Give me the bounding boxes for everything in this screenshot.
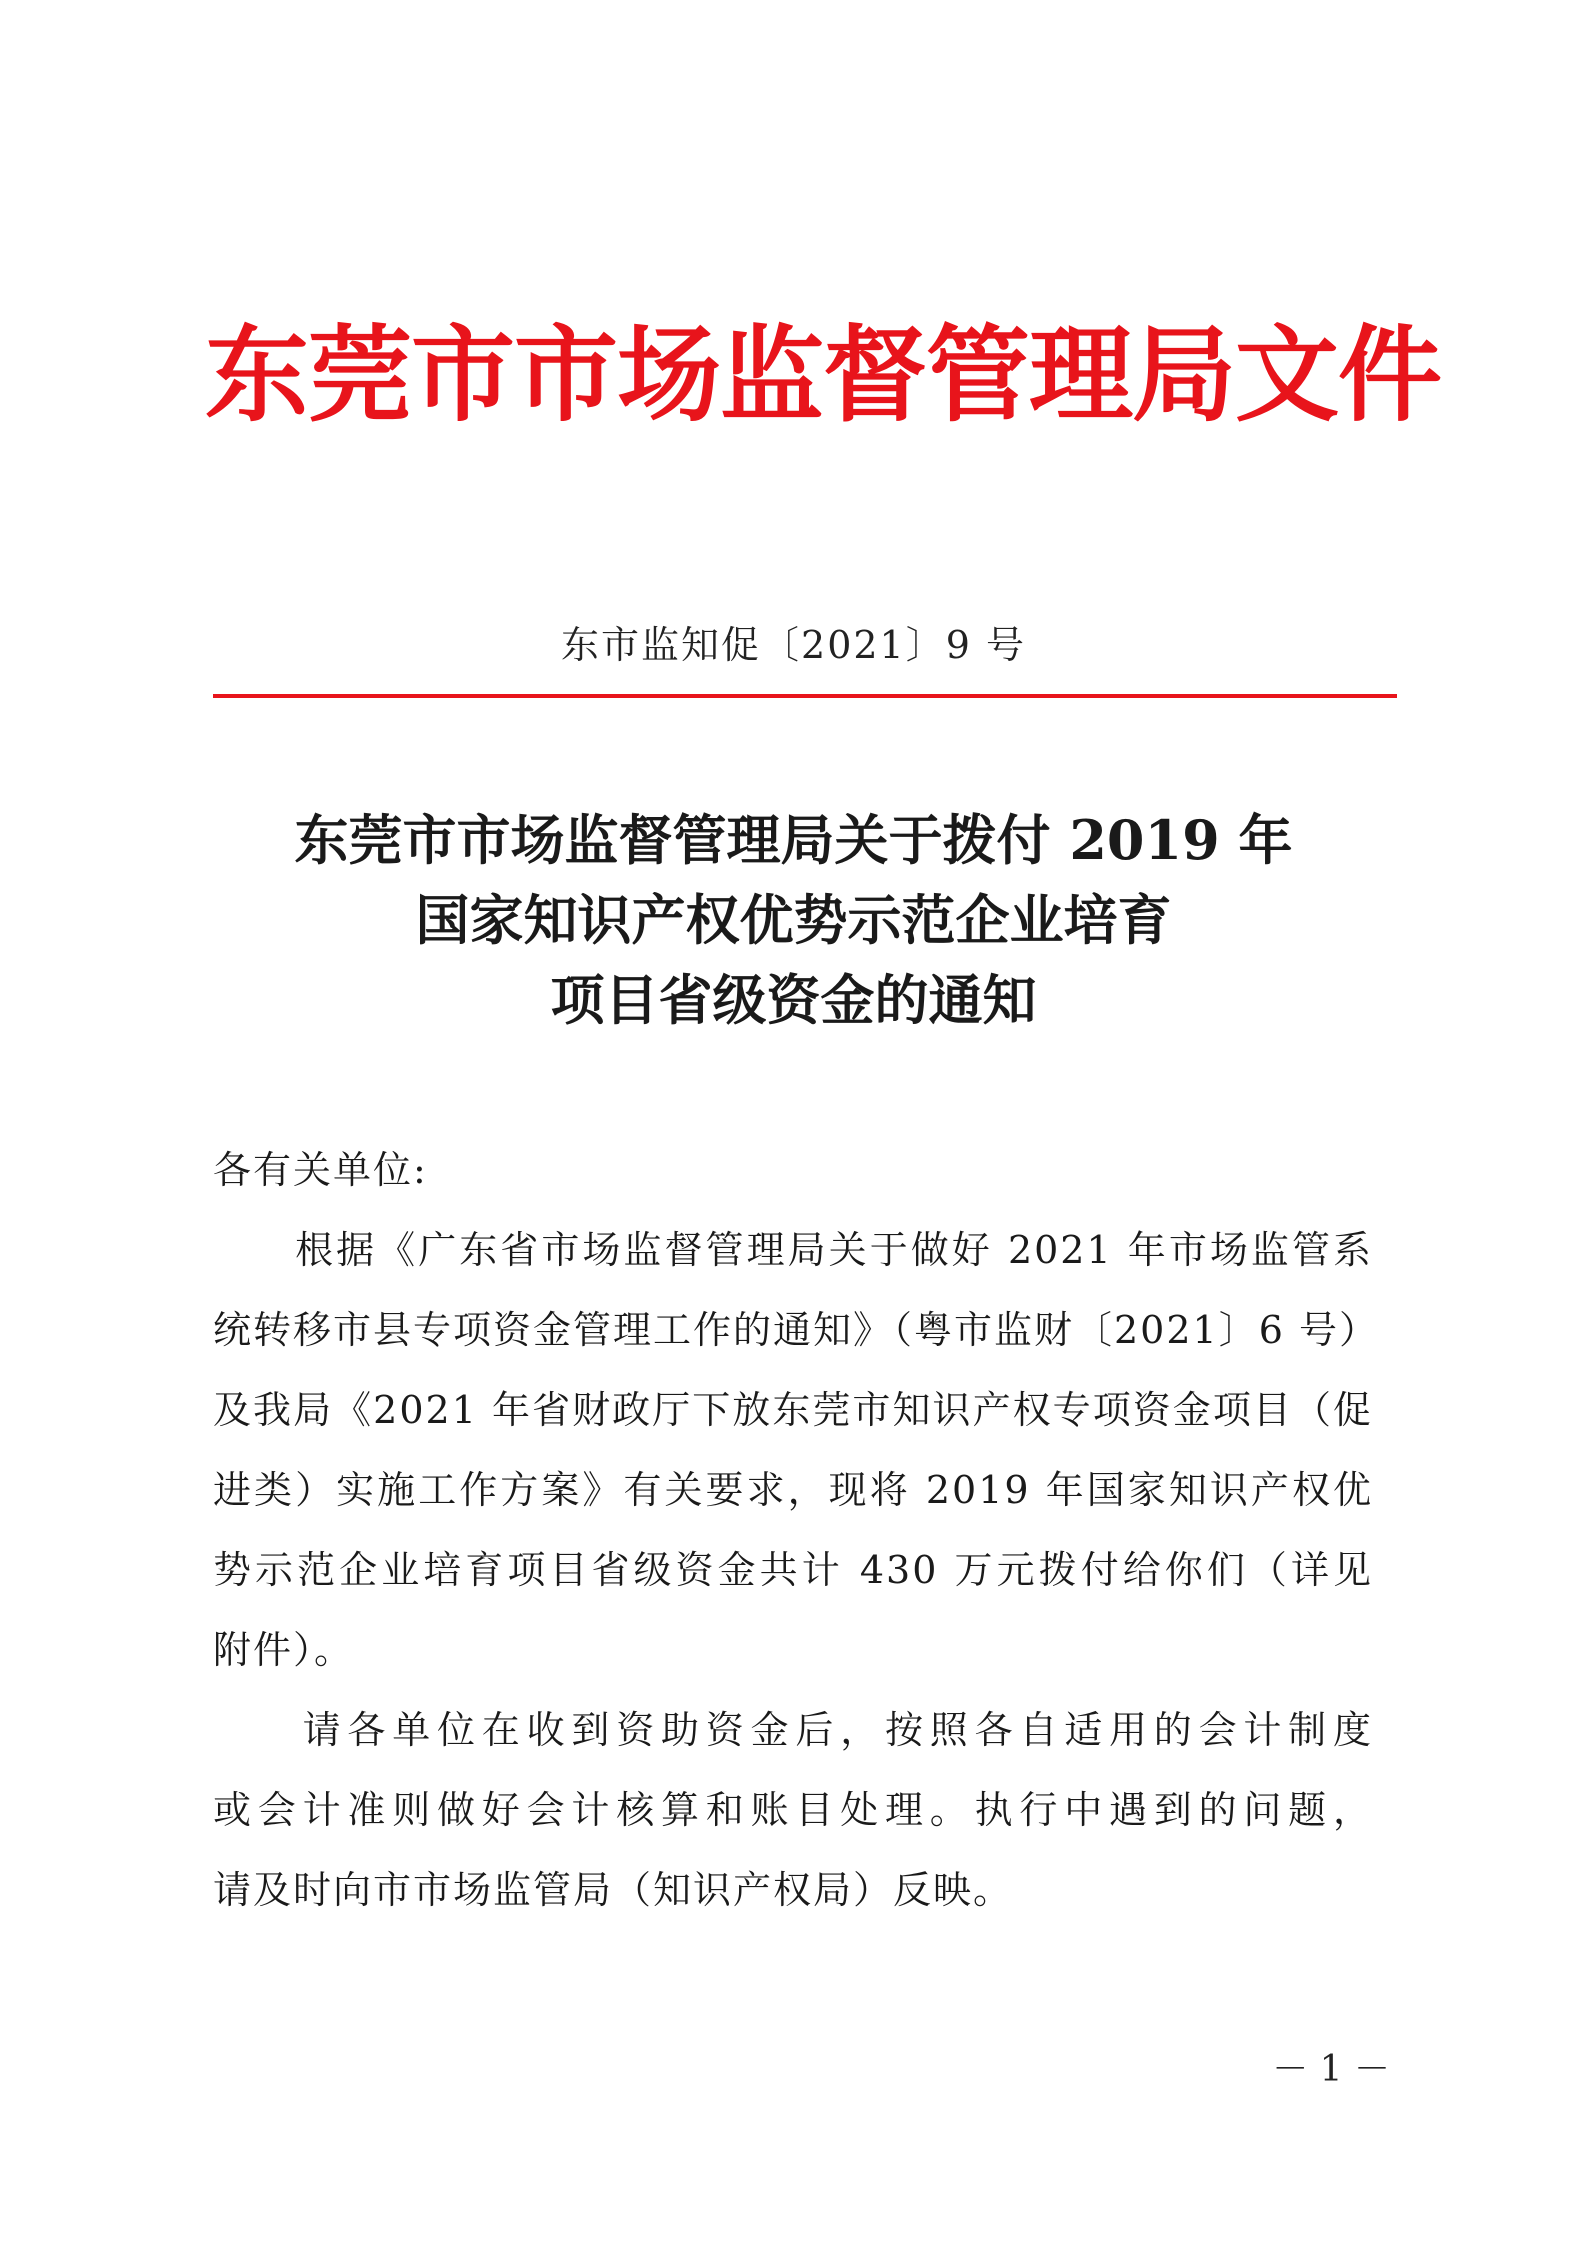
paragraph-1-line-5: 势示范企业培育项目省级资金共计 430 万元拨付给你们（详见 xyxy=(213,1548,1373,1592)
paragraph-2-line-3: 请及时向市市场监管局（知识产权局）反映。 xyxy=(213,1868,1014,1912)
salutation: 各有关单位: xyxy=(213,1148,428,1192)
paragraph-2-line-2: 或会计准则做好会计核算和账目处理。执行中遇到的问题， xyxy=(213,1788,1373,1832)
document-number: 东市监知促〔2021〕9 号 xyxy=(561,623,1026,667)
masthead-title: 东莞市市场监督管理局文件 xyxy=(205,313,1442,436)
notice-body xyxy=(213,1130,1379,1930)
notice-title-line-3: 项目省级资金的通知 xyxy=(550,968,1037,1032)
notice-title xyxy=(0,800,1587,1040)
paragraph-1-line-1: 根据《广东省市场监督管理局关于做好 2021 年市场监管系 xyxy=(213,1228,1373,1272)
notice-title-line-2: 国家知识产权优势示范企业培育 xyxy=(415,888,1172,952)
paragraph-1-line-6: 附件）。 xyxy=(213,1628,355,1672)
paragraph-1-line-2: 统转移市县专项资金管理工作的通知》（粤市监财〔2021〕6 号） xyxy=(213,1308,1379,1352)
paragraph-1-line-3: 及我局《2021 年省财政厅下放东莞市知识产权专项资金项目（促 xyxy=(213,1388,1373,1432)
page-number: － 1 － xyxy=(1272,2049,1390,2090)
paragraph-2-line-1: 请各单位在收到资助资金后，按照各自适用的会计制度 xyxy=(213,1708,1373,1752)
paragraph-1-line-4: 进类）实施工作方案》有关要求，现将 2019 年国家知识产权优 xyxy=(213,1468,1373,1512)
notice-title-line-1: 东莞市市场监督管理局关于拨付 2019 年 xyxy=(294,808,1293,872)
red-divider-line xyxy=(213,694,1397,698)
